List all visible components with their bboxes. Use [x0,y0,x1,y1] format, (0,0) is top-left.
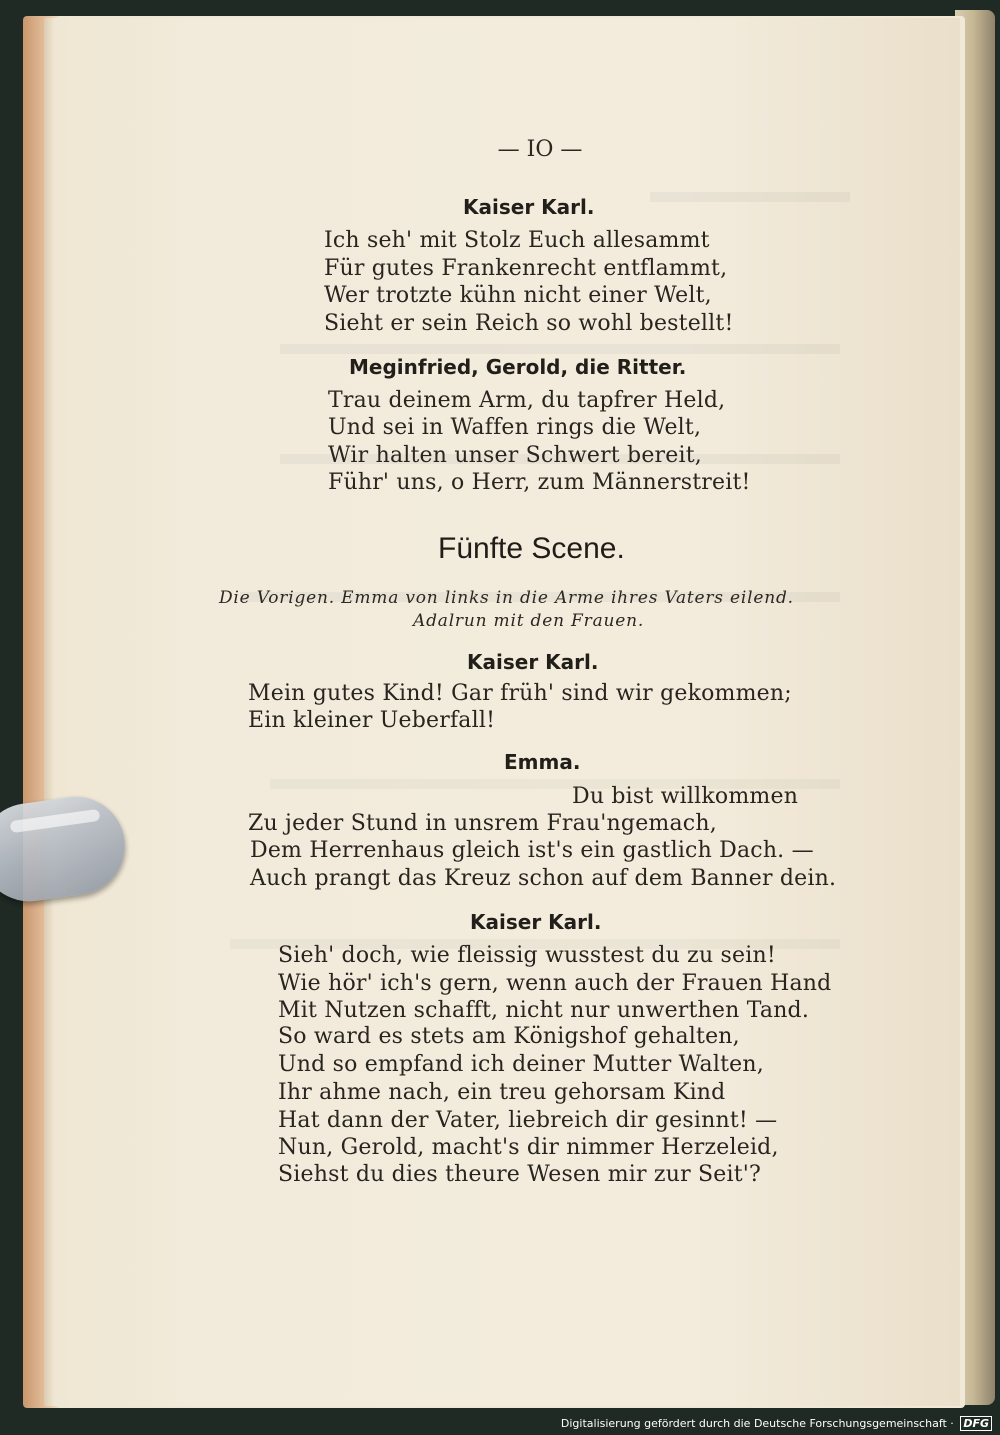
stage-direction: Die Vorigen. Emma von links in die Arme ihres Vaters eilend. [219,588,794,608]
verse-line: Ein kleiner Ueberfall! [248,708,496,733]
verse-line: Ich seh' mit Stolz Euch allesammt [324,228,710,253]
verse-line: So ward es stets am Königshof gehalten, [278,1024,740,1049]
verse-line: Nun, Gerold, macht's dir nimmer Herzeleid, [278,1135,779,1160]
verse-line: Mein gutes Kind! Gar früh' sind wir gekommen; [248,681,792,706]
verse-line: Zu jeder Stund in unsrem Frau'ngemach, [248,811,717,836]
verse-line: Du bist willkommen [572,784,799,809]
verse-line: Dem Herrenhaus gleich ist's ein gastlich Dach. — [250,838,814,863]
verse-line: Hat dann der Vater, liebreich dir gesinnt! — [278,1108,778,1133]
stage-direction: Adalrun mit den Frauen. [413,611,645,631]
speaker-name: Kaiser Karl. [470,910,602,934]
verse-line: Wer trotzte kühn nicht einer Welt, [324,283,712,308]
verse-line: Wir halten unser Schwert bereit, [328,443,702,468]
verse-line: Mit Nutzen schafft, nicht nur unwerthen Tand. [278,998,810,1023]
verse-line: Ihr ahme nach, ein treu gehorsam Kind [278,1080,726,1105]
digitization-credit [561,1416,992,1431]
book-page [44,18,960,1406]
verse-line: Trau deinem Arm, du tapfrer Held, [328,388,726,413]
verse-line: Sieh' doch, wie fleissig wusstest du zu sein! [278,943,776,968]
page-number: — IO — [497,137,583,162]
credit-text: Digitalisierung gefördert durch die Deutsche Forschungsgemeinschaft · [560,1417,958,1430]
speaker-name: Emma. [504,750,581,774]
verse-line: Für gutes Frankenrecht entflammt, [324,256,728,281]
speaker-name: Kaiser Karl. [467,650,599,674]
verse-line: Und sei in Waffen rings die Welt, [328,415,702,440]
speaker-name: Meginfried, Gerold, die Ritter. [349,355,687,379]
scene-title: Fünfte Scene. [438,532,625,565]
verse-line: Siehst du dies theure Wesen mir zur Seit'? [278,1162,762,1187]
show-through [650,178,850,202]
verse-line: Sieht er sein Reich so wohl bestellt! [324,311,734,336]
speaker-name: Kaiser Karl. [463,195,595,219]
page-gutter-shadow [44,18,54,1406]
verse-line: Auch prangt das Kreuz schon auf dem Banner dein. [250,866,837,891]
dfg-logo: DFG [960,1416,992,1431]
verse-line: Und so empfand ich deiner Mutter Walten, [278,1052,764,1077]
verse-line: Führ' uns, o Herr, zum Männerstreit! [328,470,751,495]
verse-line: Wie hör' ich's gern, wenn auch der Frauen Hand [278,971,832,996]
